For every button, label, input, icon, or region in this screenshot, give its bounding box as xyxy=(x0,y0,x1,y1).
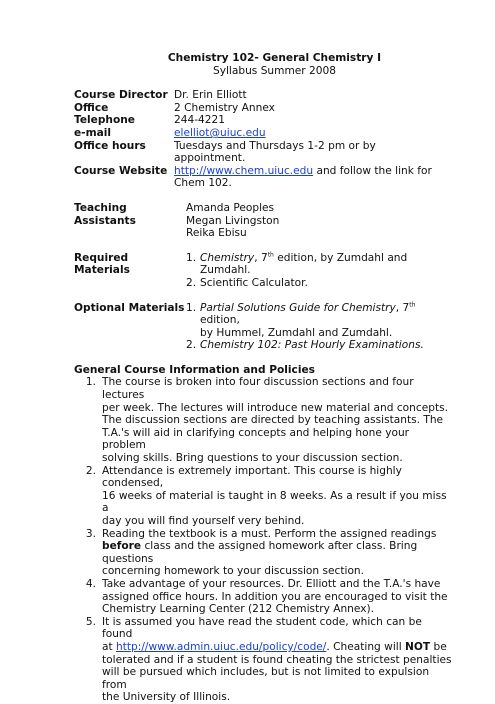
telephone-row xyxy=(74,114,455,127)
list-item: 2. Scientific Calculator. xyxy=(186,276,308,289)
teaching-assistants-label: Teaching Assistants xyxy=(74,201,136,227)
student-code-link[interactable]: http://www.admin.uiuc.edu/policy/code/ xyxy=(116,640,327,653)
email-link[interactable]: elelliot@uiuc.edu xyxy=(174,126,266,139)
list-item: 3. Reading the textbook is a must. Perform the assigned readings before class and the assigned homework after class. Bring questions concerning homework to your discussion section. xyxy=(85,527,437,578)
course-website-label: Course Website xyxy=(74,164,168,177)
ta-name: Amanda Peoples xyxy=(186,201,275,214)
document-title: Chemistry 102- General Chemistry I xyxy=(167,52,382,64)
telephone-label: Telephone xyxy=(74,114,135,127)
required-materials-label: Required Materials xyxy=(74,251,130,277)
policies-list xyxy=(74,376,455,703)
course-director-label: Course Director xyxy=(74,89,168,102)
office-label: Office xyxy=(74,101,109,114)
document-subtitle: Syllabus Summer 2008 xyxy=(213,64,336,77)
office-row xyxy=(74,102,455,115)
office-hours-line-1: Tuesdays and Thursdays 1-2 pm or by xyxy=(174,139,376,152)
telephone-value: 244-4221 xyxy=(174,114,226,127)
required-materials-row xyxy=(74,252,455,290)
list-item: 2. Chemistry 102: Past Hourly Examinations. xyxy=(186,339,424,352)
email-row xyxy=(74,127,455,140)
office-hours-row xyxy=(74,140,455,165)
ta-name: Megan Livingston xyxy=(186,214,280,227)
teaching-assistants-row xyxy=(74,202,455,240)
course-website-link[interactable]: http://www.chem.uiuc.edu xyxy=(174,164,314,177)
policies-heading: General Course Information and Policies xyxy=(74,363,315,376)
course-website-row xyxy=(74,165,455,190)
course-director-row xyxy=(74,89,455,102)
office-hours-label: Office hours xyxy=(74,139,146,152)
office-hours-line-2: appointment. xyxy=(174,152,246,165)
list-item: 2. Attendance is extremely important. This course is highly condensed, 16 weeks of material is taught in 8 weeks. As a result if you miss a day you will find yourself very behind. xyxy=(85,464,447,527)
course-website-line-2: Chem 102. xyxy=(174,177,232,190)
optional-materials-label: Optional Materials xyxy=(74,301,185,314)
office-value: 2 Chemistry Annex xyxy=(174,101,275,114)
course-website-text: and follow the link for xyxy=(313,164,432,177)
optional-materials-row xyxy=(74,302,455,352)
email-label: e-mail xyxy=(74,126,112,139)
list-item: 1. The course is broken into four discussion sections and four lectures per week. The lectures will introduce new material and concepts. The discussion sections are directed by teaching assistants. The T.A.'s will aid in clarifying concepts and helping hone your problem solving skills. Bring questions to your discussion section. xyxy=(85,376,448,465)
list-item: 1. Chemistry, 7th edition, by Zumdahl and Zumdahl. xyxy=(186,251,408,277)
course-director-value: Dr. Erin Elliott xyxy=(174,89,247,102)
ta-name: Reika Ebisu xyxy=(186,227,247,240)
list-item: 4. Take advantage of your resources. Dr. Elliott and the T.A.'s have assigned office hours. In addition you are encouraged to visit the Chemistry Learning Center (212 Chemistry Annex). xyxy=(85,577,448,616)
list-item: 5. It is assumed you have read the student code, which can be found at http://www.admin.uiuc.edu/policy/code/. Cheating will NOT be tolerated and if a student is found cheating the strictest penalties will be pursued which includes, but is not limited to expulsion from the University of Illinois. xyxy=(85,615,452,704)
list-item: 1. Partial Solutions Guide for Chemistry, 7th edition, by Hummel, Zumdahl and Zumdahl. xyxy=(186,300,416,339)
